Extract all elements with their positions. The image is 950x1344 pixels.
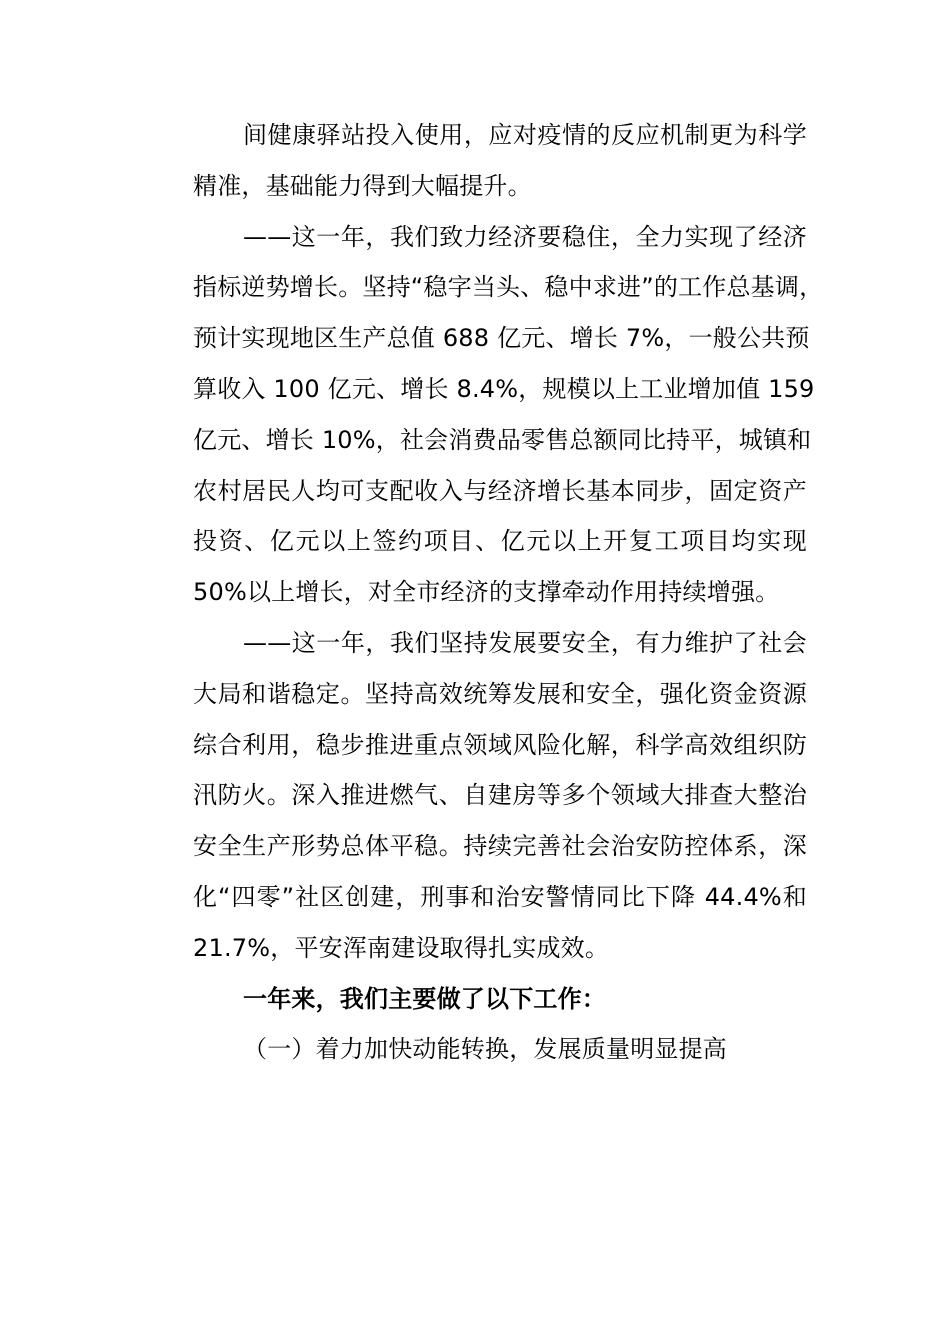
text-line: ——这一年，我们致力经济要稳住，全力实现了经济	[243, 222, 807, 251]
paragraph-economy	[145, 212, 824, 618]
summary-heading-block	[145, 974, 807, 1025]
text-line: 亿元、增长 10%，社会消费品零售总额同比持平，城镇和	[193, 425, 812, 454]
section-heading-block	[145, 1024, 807, 1075]
text-line: 投资、亿元以上签约项目、亿元以上开复工项目均实现	[193, 527, 807, 556]
summary-heading: 一年来，我们主要做了以下工作：	[243, 984, 606, 1013]
text-line: 预计实现地区生产总值 688 亿元、增长 7%，一般公共预	[193, 324, 810, 353]
text-line: 算收入 100 亿元、增长 8.4%，规模以上工业增加值 159	[193, 374, 815, 403]
text-line: 汛防火。深入推进燃气、自建房等多个领域大排查大整治	[193, 781, 807, 810]
text-line: 农村居民人均可支配收入与经济增长基本同步，固定资产	[193, 476, 807, 505]
text-line: ——这一年，我们坚持发展要安全，有力维护了社会	[243, 628, 807, 657]
text-line: 指标逆势增长。坚持“稳字当头、稳中求进”的工作总基调，	[193, 273, 824, 302]
text-line: 50%以上增长，对全市经济的支撑牵动作用持续增强。	[193, 578, 780, 607]
paragraph-epidemic-response	[145, 110, 807, 212]
section-heading: （一）着力加快动能转换，发展质量明显提高	[243, 1035, 727, 1064]
text-line: 化“四零”社区创建，刑事和治安警情同比下降 44.4%和	[193, 882, 807, 911]
text-line: 大局和谐稳定。坚持高效统筹发展和安全，强化资金资源	[193, 679, 807, 708]
text-line: 精准，基础能力得到大幅提升。	[193, 171, 532, 200]
text-line: 综合利用，稳步推进重点领域风险化解，科学高效组织防	[193, 730, 807, 759]
paragraph-safety	[145, 618, 807, 974]
document-body	[145, 110, 824, 1075]
text-line: 间健康驿站投入使用，应对疫情的反应机制更为科学	[243, 121, 807, 149]
text-line: 21.7%，平安浑南建设取得扎实成效。	[193, 933, 610, 962]
text-line: 安全生产形势总体平稳。持续完善社会治安防控体系，深	[193, 832, 807, 861]
